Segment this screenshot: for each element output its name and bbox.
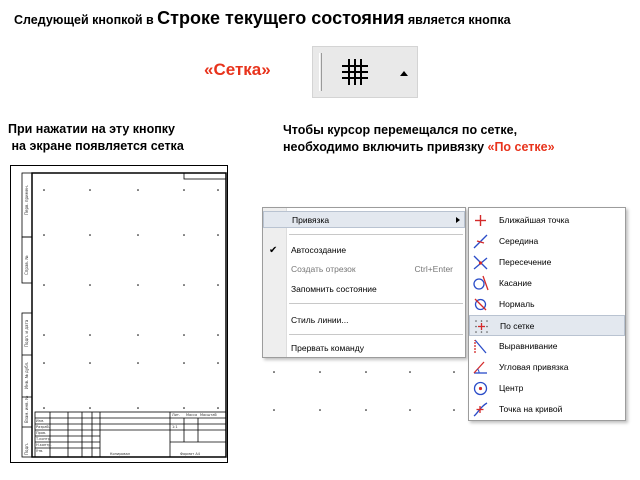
grid-icon: [339, 56, 371, 88]
grid-dot: [409, 409, 411, 411]
menu-separator: [289, 234, 463, 235]
svg-text:Т.контр.: Т.контр.: [36, 437, 52, 441]
point-on-curve-icon: [472, 401, 489, 418]
grid-dot: [453, 409, 455, 411]
grid-dot: [365, 409, 367, 411]
center-icon: [472, 380, 489, 397]
grid-dot: [89, 189, 91, 191]
grid-dot: [183, 362, 185, 364]
menu-item-autocreate[interactable]: [263, 242, 465, 259]
snap-item-alignment[interactable]: [469, 336, 625, 357]
snap-item-label: Угловая привязка: [499, 362, 569, 372]
snap-item-label: По сетке: [500, 321, 535, 331]
angular-snap-icon: [472, 359, 489, 376]
grid-dot: [137, 407, 139, 409]
heading-part-3: является кнопка: [404, 13, 511, 27]
menu-item-create-segment[interactable]: [263, 261, 465, 278]
grid-dot: [217, 284, 219, 286]
grid-dot: [137, 284, 139, 286]
grid-dot: [319, 371, 321, 373]
snap-item-label: Нормаль: [499, 299, 535, 309]
grid-dot: [43, 284, 45, 286]
midpoint-icon: [472, 233, 489, 250]
grid-dot: [217, 362, 219, 364]
grid-dot: [43, 407, 45, 409]
svg-text:Разраб.: Разраб.: [36, 425, 50, 429]
grid-dot: [183, 234, 185, 236]
snap-item-grid[interactable]: [469, 315, 625, 336]
snap-item-nearest-point[interactable]: [469, 210, 625, 231]
snap-item-label: Центр: [499, 383, 524, 393]
grid-dot: [43, 234, 45, 236]
checkmark-icon: ✔: [269, 245, 278, 256]
snap-item-normal[interactable]: [469, 294, 625, 315]
svg-text:Лит.: Лит.: [172, 413, 181, 417]
grid-dot: [137, 334, 139, 336]
nearest-point-icon: [472, 212, 489, 229]
menu-item-shortcut: Ctrl+Enter: [414, 264, 453, 274]
drawing-sheet: [10, 165, 228, 463]
snap-item-midpoint[interactable]: [469, 231, 625, 252]
left-caption-line-1: При нажатии на эту кнопку: [8, 122, 175, 136]
grid-dot: [217, 234, 219, 236]
svg-text:Инв. № дубл.: Инв. № дубл.: [24, 361, 29, 389]
snap-submenu: [468, 207, 626, 421]
alignment-icon: [472, 338, 489, 355]
right-caption-prefix: необходимо включить привязку: [283, 140, 488, 154]
grid-dot: [137, 189, 139, 191]
submenu-arrow-icon: [456, 217, 460, 223]
grid-snap-icon: [473, 318, 490, 335]
snap-item-label: Ближайшая точка: [499, 215, 570, 225]
svg-text:Копировал: Копировал: [110, 452, 130, 456]
grid-dot: [183, 284, 185, 286]
grid-dot: [217, 189, 219, 191]
snap-item-label: Выравнивание: [499, 341, 558, 351]
grid-dot: [43, 362, 45, 364]
snap-item-label: Пересечение: [499, 257, 552, 267]
svg-text:Изм.: Изм.: [36, 419, 45, 423]
grid-dot: [183, 189, 185, 191]
grid-dot: [89, 362, 91, 364]
right-caption: [283, 122, 555, 156]
menu-separator: [289, 334, 463, 335]
heading-part-2: Строке текущего состояния: [157, 8, 405, 28]
svg-text:Масштаб: Масштаб: [200, 413, 217, 417]
menu-item-line-style[interactable]: [263, 312, 465, 329]
svg-text:Подп.: Подп.: [24, 442, 29, 455]
grid-dot: [43, 189, 45, 191]
grid-dot: [453, 371, 455, 373]
left-caption: [8, 121, 184, 155]
grid-dot: [319, 409, 321, 411]
menu-item-remember-state[interactable]: [263, 281, 465, 298]
right-caption-line-1: Чтобы курсор перемещался по сетке,: [283, 123, 518, 137]
svg-text:Формат А4: Формат А4: [180, 452, 200, 456]
grid-button[interactable]: [339, 56, 371, 88]
grid-dot: [89, 334, 91, 336]
snap-item-tangent[interactable]: [469, 273, 625, 294]
menu-item-label: Прервать команду: [291, 343, 364, 353]
menu-separator: [289, 303, 463, 304]
svg-text:Взам. инв. №: Взам. инв. №: [24, 395, 29, 423]
grid-dot: [409, 371, 411, 373]
snap-item-label: Середина: [499, 236, 539, 246]
grid-dot: [183, 407, 185, 409]
snap-item-label: Точка на кривой: [499, 404, 563, 414]
drawing-grid-dots: [258, 358, 468, 418]
grid-dot: [217, 334, 219, 336]
svg-text:Подп. и дата: Подп. и дата: [24, 319, 29, 347]
intersection-icon: [472, 254, 489, 271]
snap-item-intersection[interactable]: [469, 252, 625, 273]
snap-item-label: Касание: [499, 278, 532, 288]
grid-dot: [365, 371, 367, 373]
menu-item-interrupt[interactable]: [263, 340, 465, 357]
grid-dot: [137, 234, 139, 236]
grid-dot: [89, 284, 91, 286]
grid-dot: [217, 407, 219, 409]
svg-text:Пров.: Пров.: [36, 431, 47, 435]
grid-dot: [273, 409, 275, 411]
toolbar-handle[interactable]: [319, 53, 322, 91]
slide-heading: [14, 8, 640, 29]
svg-text:Масса: Масса: [186, 413, 198, 417]
menu-item-label: Создать отрезок: [291, 264, 356, 274]
grid-dot: [89, 407, 91, 409]
menu-item-label: Стиль линии...: [291, 315, 349, 325]
svg-text:Н.контр.: Н.контр.: [36, 443, 52, 447]
context-menu: [262, 207, 466, 358]
setka-label: «Сетка»: [204, 60, 271, 79]
left-caption-line-2: на экране появляется сетка: [8, 139, 184, 153]
snap-item-point-on-curve[interactable]: [469, 399, 625, 420]
grid-dot: [273, 371, 275, 373]
tangent-icon: [472, 275, 489, 292]
menu-item-label: Запомнить состояние: [291, 284, 377, 294]
normal-icon: [472, 296, 489, 313]
svg-text:Перв. примен.: Перв. примен.: [24, 184, 29, 215]
menu-item-label: Автосоздание: [291, 245, 347, 255]
svg-text:Утв.: Утв.: [36, 449, 44, 453]
snap-item-center[interactable]: [469, 378, 625, 399]
snap-option-name: «По сетке»: [487, 140, 555, 154]
svg-text:Справ. №: Справ. №: [24, 255, 29, 275]
menu-item-label: Привязка: [292, 215, 330, 225]
right-caption-line-2: [283, 139, 555, 156]
dropdown-caret-icon[interactable]: [399, 65, 409, 75]
menu-item-snap[interactable]: [263, 211, 465, 228]
snap-item-angular[interactable]: [469, 357, 625, 378]
heading-part-1: Следующей кнопкой в: [14, 13, 158, 27]
svg-text:1:1: 1:1: [172, 425, 178, 429]
status-toolbar: [312, 46, 418, 98]
grid-dot: [89, 234, 91, 236]
grid-dot: [137, 362, 139, 364]
grid-dot: [43, 334, 45, 336]
grid-dot: [183, 334, 185, 336]
